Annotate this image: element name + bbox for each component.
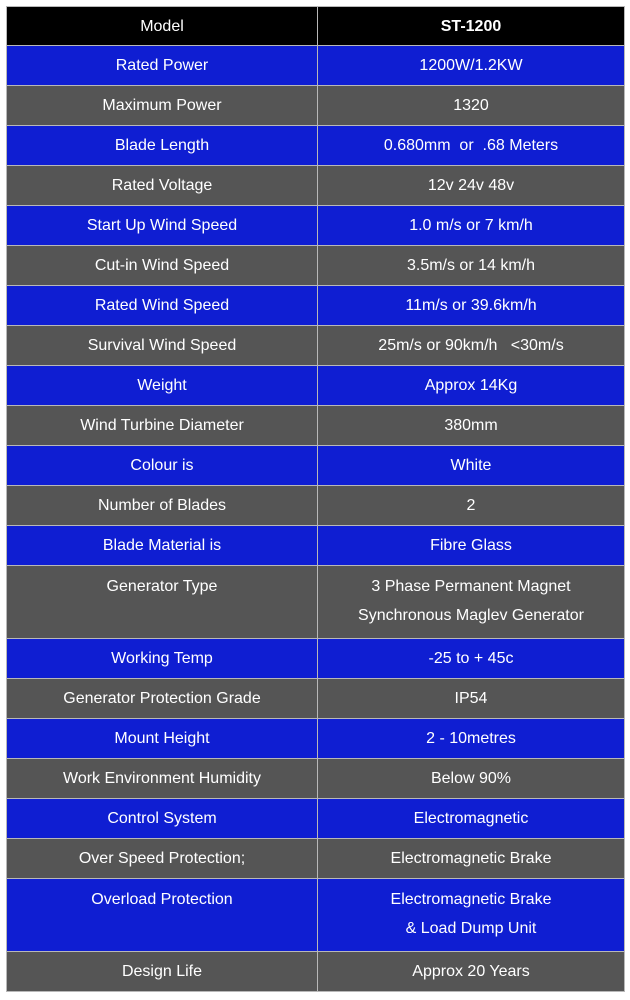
spec-value-line: 3 Phase Permanent Magnet bbox=[371, 578, 571, 595]
spec-value bbox=[318, 759, 625, 799]
table-row bbox=[7, 639, 625, 679]
spec-table-body bbox=[7, 46, 625, 992]
spec-value-line: -25 to + 45c bbox=[428, 650, 514, 667]
table-row bbox=[7, 679, 625, 719]
spec-value bbox=[318, 952, 625, 992]
spec-value-line: Electromagnetic Brake bbox=[390, 891, 552, 908]
table-row bbox=[7, 46, 625, 86]
spec-value-line: 380mm bbox=[444, 417, 498, 434]
spec-value-line: 2 bbox=[466, 497, 476, 514]
spec-value bbox=[318, 86, 625, 126]
spec-label: Work Environment Humidity bbox=[7, 759, 318, 799]
spec-value bbox=[318, 366, 625, 406]
spec-value bbox=[318, 486, 625, 526]
table-row bbox=[7, 526, 625, 566]
spec-label: Start Up Wind Speed bbox=[7, 206, 318, 246]
table-row bbox=[7, 166, 625, 206]
table-header-row bbox=[7, 7, 625, 46]
table-row bbox=[7, 952, 625, 992]
spec-value bbox=[318, 326, 625, 366]
spec-label: Generator Protection Grade bbox=[7, 679, 318, 719]
spec-value bbox=[318, 166, 625, 206]
spec-value-line: 1.0 m/s or 7 km/h bbox=[409, 217, 533, 234]
spec-value-line: Below 90% bbox=[430, 770, 512, 787]
spec-value bbox=[318, 679, 625, 719]
spec-label: Working Temp bbox=[7, 639, 318, 679]
spec-value-line: White bbox=[450, 457, 492, 474]
spec-table bbox=[6, 6, 625, 992]
table-row bbox=[7, 86, 625, 126]
spec-value-line: 25m/s or 90km/h <30m/s bbox=[378, 337, 564, 354]
table-row bbox=[7, 366, 625, 406]
spec-value bbox=[318, 526, 625, 566]
spec-label: Weight bbox=[7, 366, 318, 406]
spec-value bbox=[318, 46, 625, 86]
spec-value bbox=[318, 446, 625, 486]
table-row bbox=[7, 879, 625, 952]
spec-label: Mount Height bbox=[7, 719, 318, 759]
spec-label: Blade Material is bbox=[7, 526, 318, 566]
table-row bbox=[7, 286, 625, 326]
table-row bbox=[7, 126, 625, 166]
spec-value bbox=[318, 879, 625, 952]
spec-value-line: Approx 14Kg bbox=[424, 377, 518, 394]
spec-value bbox=[318, 839, 625, 879]
table-row bbox=[7, 246, 625, 286]
spec-value bbox=[318, 566, 625, 639]
spec-value bbox=[318, 286, 625, 326]
spec-value bbox=[318, 406, 625, 446]
spec-value bbox=[318, 799, 625, 839]
table-row bbox=[7, 326, 625, 366]
spec-value-line: Synchronous Maglev Generator bbox=[358, 607, 584, 624]
table-row bbox=[7, 759, 625, 799]
header-value: ST-1200 bbox=[318, 7, 625, 46]
table-row bbox=[7, 719, 625, 759]
spec-label: Wind Turbine Diameter bbox=[7, 406, 318, 446]
spec-label: Over Speed Protection; bbox=[7, 839, 318, 879]
spec-value-line: Electromagnetic bbox=[413, 810, 529, 827]
table-row bbox=[7, 799, 625, 839]
spec-value-line: Electromagnetic Brake bbox=[390, 850, 552, 867]
spec-label: Rated Power bbox=[7, 46, 318, 86]
spec-value-line: 3.5m/s or 14 km/h bbox=[406, 257, 536, 274]
spec-value bbox=[318, 639, 625, 679]
spec-label: Survival Wind Speed bbox=[7, 326, 318, 366]
header-label: Model bbox=[7, 7, 318, 46]
table-row bbox=[7, 839, 625, 879]
spec-value bbox=[318, 719, 625, 759]
spec-value bbox=[318, 126, 625, 166]
spec-label: Number of Blades bbox=[7, 486, 318, 526]
spec-value bbox=[318, 206, 625, 246]
spec-value-line: 0.680mm or .68 Meters bbox=[383, 137, 559, 154]
table-row bbox=[7, 206, 625, 246]
table-row bbox=[7, 486, 625, 526]
table-row bbox=[7, 406, 625, 446]
spec-value-line: Fibre Glass bbox=[430, 537, 512, 554]
spec-label: Overload Protection bbox=[7, 879, 318, 952]
spec-label: Maximum Power bbox=[7, 86, 318, 126]
table-row bbox=[7, 566, 625, 639]
spec-label: Control System bbox=[7, 799, 318, 839]
spec-label: Blade Length bbox=[7, 126, 318, 166]
table-row bbox=[7, 446, 625, 486]
spec-value-line: 12v 24v 48v bbox=[427, 177, 515, 194]
spec-label: Rated Voltage bbox=[7, 166, 318, 206]
spec-label: Rated Wind Speed bbox=[7, 286, 318, 326]
spec-value-line: & Load Dump Unit bbox=[405, 920, 537, 937]
spec-label: Colour is bbox=[7, 446, 318, 486]
spec-value-line: Approx 20 Years bbox=[412, 963, 530, 980]
spec-label: Generator Type bbox=[7, 566, 318, 639]
spec-value-line: 2 - 10metres bbox=[426, 730, 516, 747]
spec-label: Cut-in Wind Speed bbox=[7, 246, 318, 286]
spec-value-line: IP54 bbox=[454, 690, 488, 707]
spec-value-line: 11m/s or 39.6km/h bbox=[405, 297, 537, 314]
spec-label: Design Life bbox=[7, 952, 318, 992]
spec-value bbox=[318, 246, 625, 286]
spec-value-line: 1200W/1.2KW bbox=[419, 57, 523, 74]
spec-value-line: 1320 bbox=[453, 97, 489, 114]
